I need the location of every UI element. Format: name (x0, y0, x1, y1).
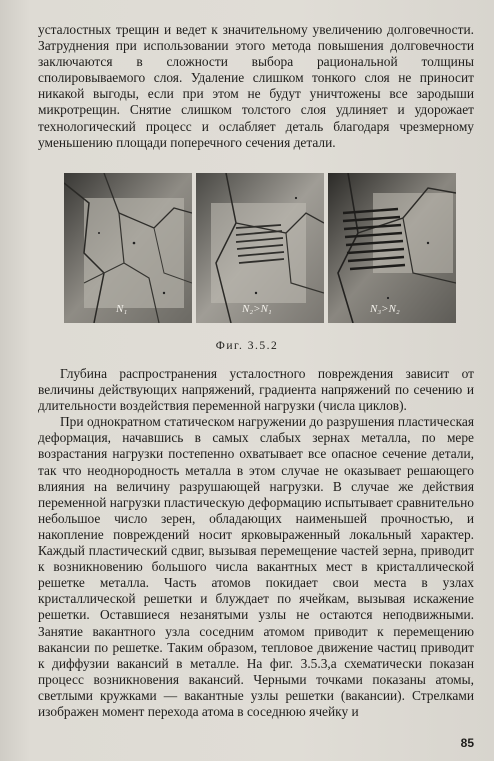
panel-1-label: N₁ (116, 303, 128, 315)
top-text-block (38, 22, 474, 151)
micrograph-panel-3 (328, 173, 456, 323)
figure-caption: Фиг. 3.5.2 (215, 340, 279, 352)
micrograph-panel-2 (196, 173, 324, 323)
bottom-text-block (38, 366, 474, 720)
panel-3-label: N₃>N₂ (370, 303, 400, 315)
top-paragraph: усталостных трещин и ведет к значительному увеличению долговечности. Затруднения при использовании этого метода повышения долговечности заключаются в сложности выбора рациональной толщины сполировываемого слоя. Удаление слишком тонкого слоя не приносит никакой выгоды, если при этом не будут уничтожены все зародыши микротрещин. Снятие слишком толстого слоя удлиняет и удорожает технологический процесс и ослабляет деталь благодаря чрезмерному уменьшению площади поперечного сечения детали. (38, 22, 474, 150)
paragraph-2: При однократном статическом нагружении до разрушения пластическая деформация, начавшись в самых слабых зернах металла, по мере возрастания нагрузки постепенно охватывает все опасное сечение детали, так что неоднородность металла в этом случае не оказывает решающего влияния на величину разрушающей нагрузки. В случае же действия переменной нагрузки пластическую деформацию испытывает сравнительно небольшое число зерен, обладающих наименьшей прочностью, и накопление повреждений носит ярковыраженный локальный характер. Каждый пластический сдвиг, вызывая перемещение частей зерна, приводит к возникновению большого числа вакантных мест в кристаллической решетке металла. Часть атомов покидает свои места в узлах кристаллической решетки и блуждает по ячейкам, вызывая искажение решетки. Оставшиеся незанятыми узлы не остаются неподвижными. Занятие вакантного узла соседним атомом приводит к перемещению вакансии по решетке. Таким образом, тепловое движение частиц приводит к диффузии вакансий в металле. На фиг. 3.5.3,а схематически показан процесс возникновения вакансий. Черными точками показаны атомы, светлыми кружками — вакантные узлы решетки (вакансии). Стрелками изображен момент перехода атома в соседнюю ячейку и (38, 414, 474, 719)
micrograph-panel-1 (64, 173, 192, 323)
figure-3-5-2 (64, 173, 456, 323)
page-number: 85 (460, 736, 474, 750)
panel-2-label: N₂>N₁ (242, 303, 272, 315)
paragraph-1: Глубина распространения усталостного повреждения зависит от величины действующих напряжений, градиента напряжений по сечению и длительности воздействия переменной нагрузки (числа циклов). (38, 366, 474, 414)
